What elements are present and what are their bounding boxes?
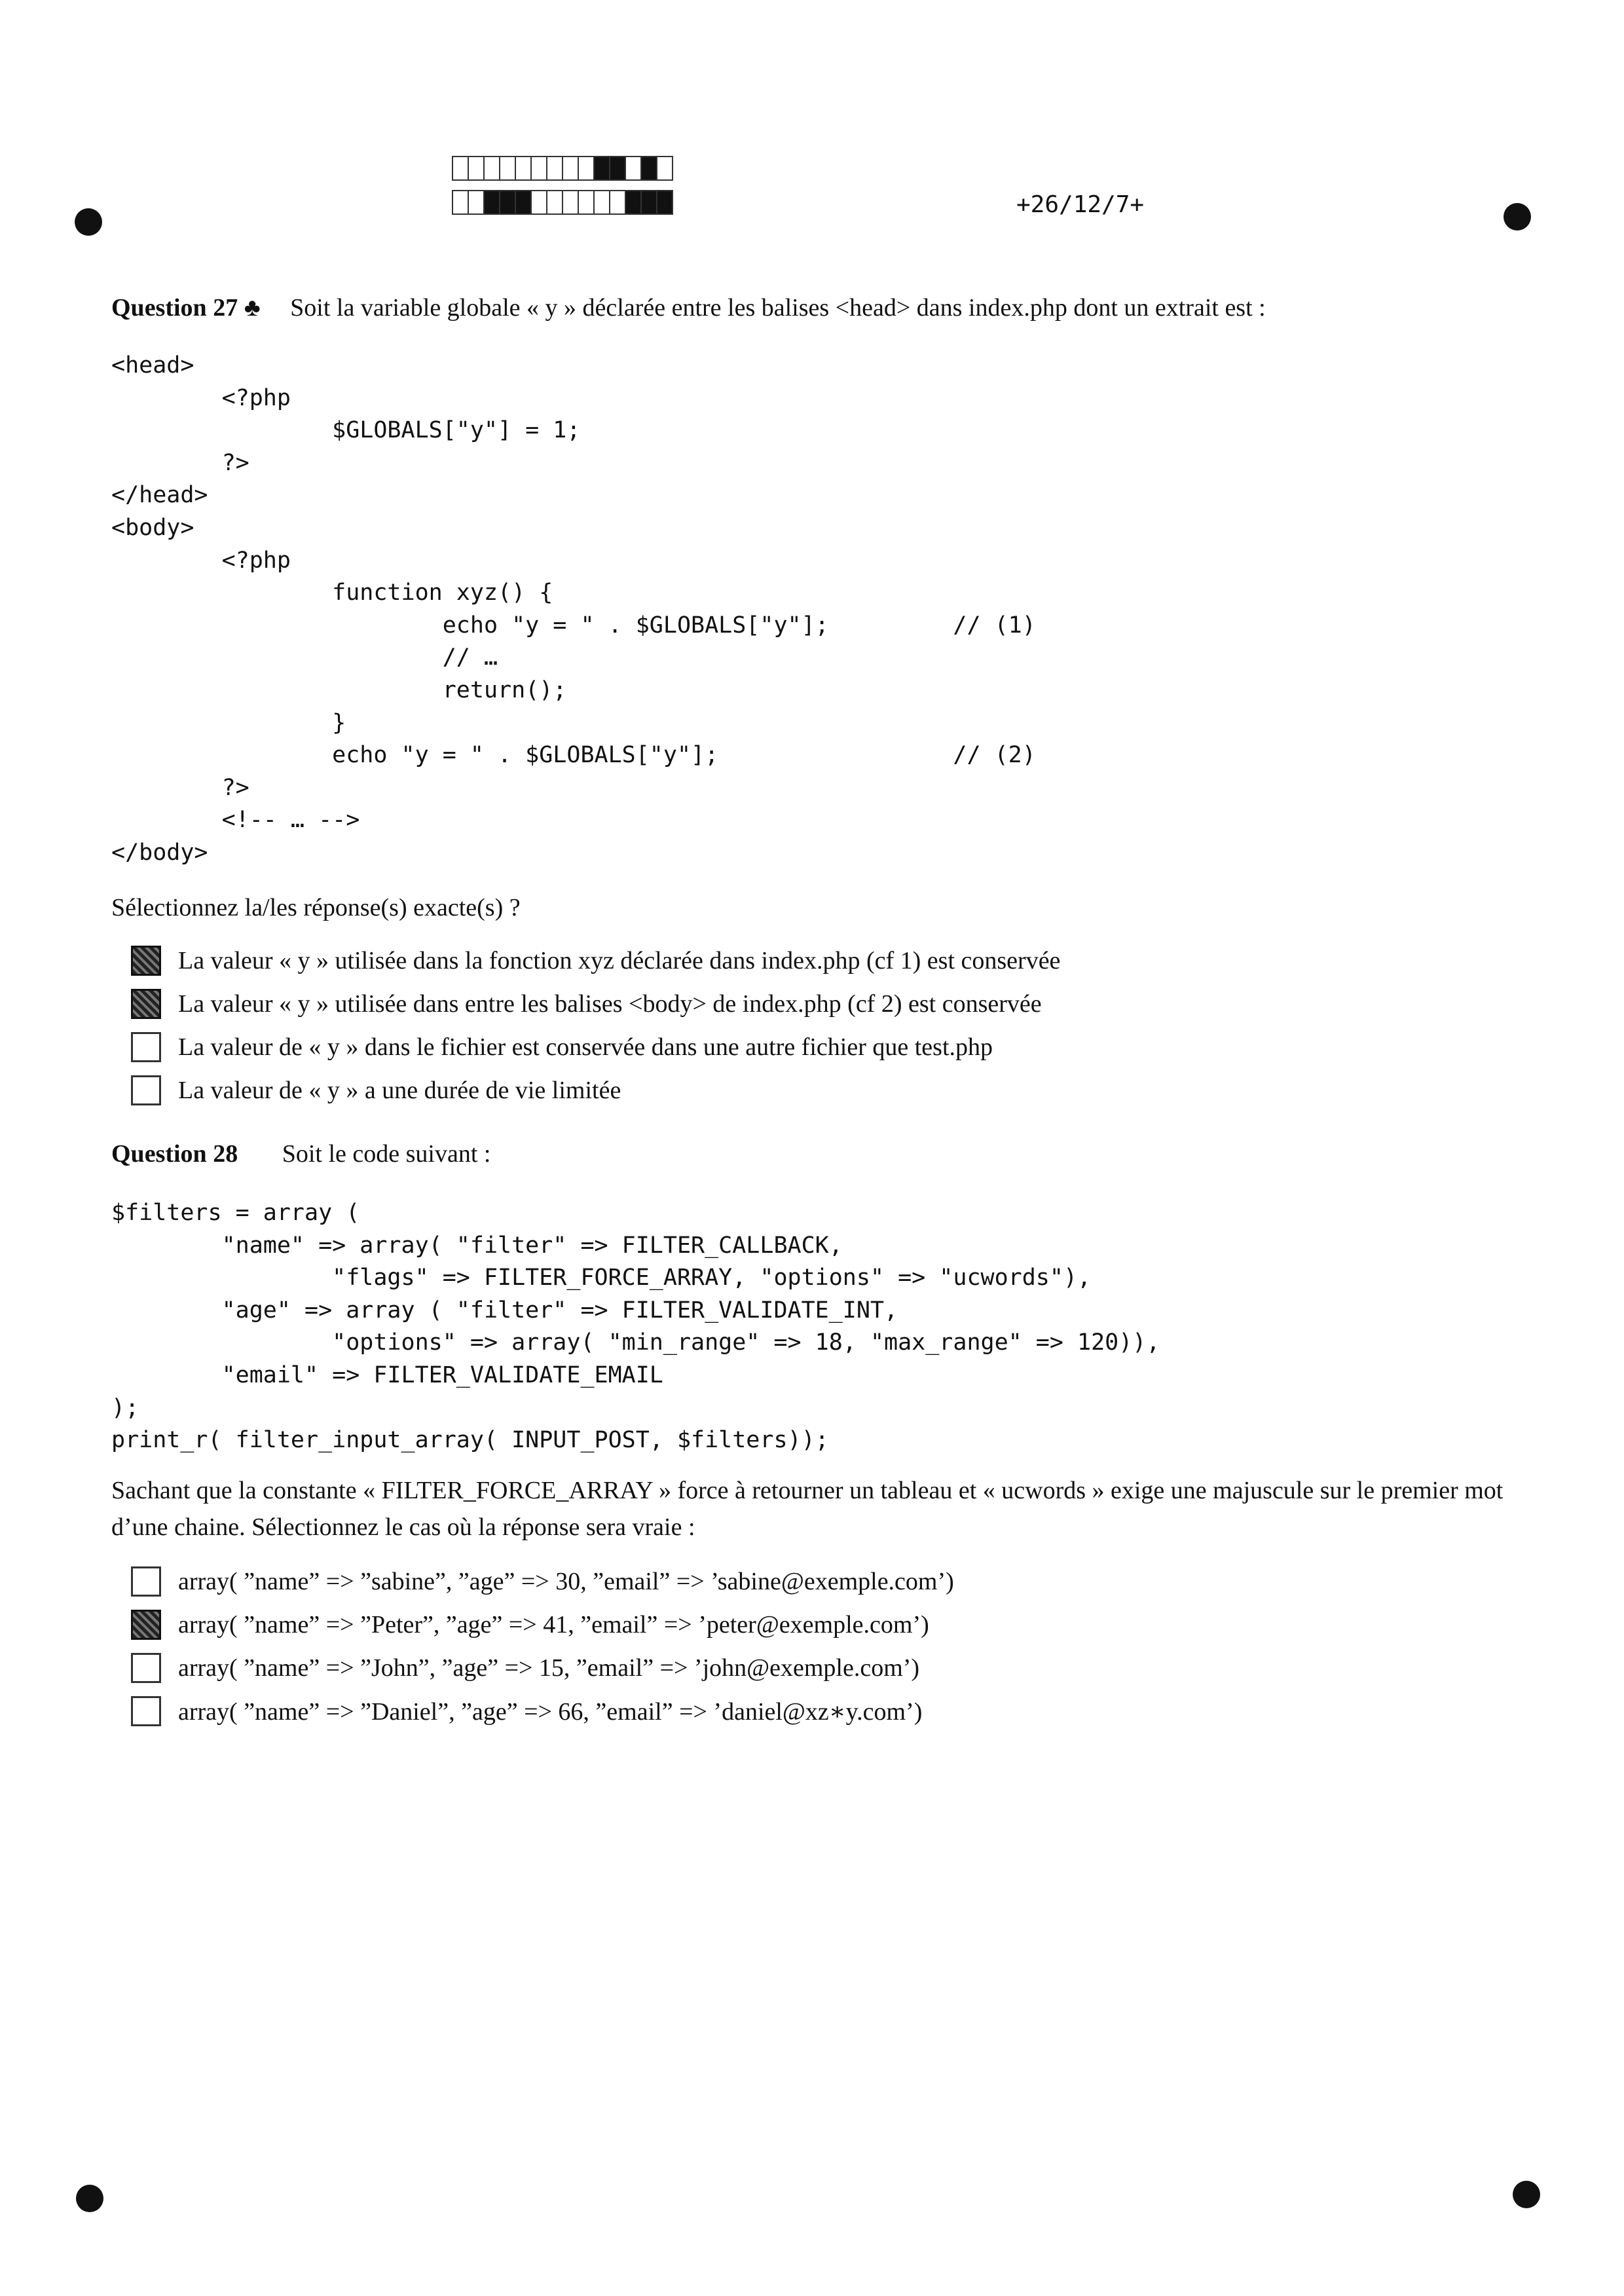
barcode-cell xyxy=(625,156,642,181)
answer-option[interactable] xyxy=(131,1690,954,1733)
answer-checkbox[interactable] xyxy=(131,1696,161,1726)
barcode-cell xyxy=(546,156,563,181)
barcode-cell xyxy=(593,156,610,181)
answer-checkbox[interactable] xyxy=(131,1032,161,1062)
barcode-cell xyxy=(530,156,547,181)
answer-option[interactable] xyxy=(131,1560,954,1603)
answer-label: La valeur de « y » dans le fichier est conservée dans une autre fichier que test.php xyxy=(178,1033,993,1061)
corner-mark-top-left xyxy=(75,208,102,236)
answer-option[interactable] xyxy=(131,982,1060,1026)
question-27-code: <head> <?php $GLOBALS["y"] = 1; ?> </head> <body> <?php function xyz() { echo "y = " . $GLOBALS["y"]; // (1) // … return(); } echo "y = " . $GLOBALS["y"]; // (2) ?> <!-- … --> </body> xyxy=(111,352,1036,866)
question-28-header xyxy=(111,1139,490,1168)
answer-label: array( ”name” => ”sabine”, ”age” => 30, ”email” => ’sabine@exemple.com’) xyxy=(178,1568,954,1595)
barcode-cell xyxy=(640,156,657,181)
question-28-code: $filters = array ( "name" => array( "filter" => FILTER_CALLBACK, "flags" => FILTER_FORCE_ARRAY, "options" => "ucwords"), "age" => array ( "filter" => FILTER_VALIDATE_INT, "options" => array( "min_range" => 18, "max_range" => 120)), "email" => FILTER_VALIDATE_EMAIL ); print_r( filter_input_array( INPUT_POST, $filters)); xyxy=(111,1200,1160,1454)
barcode-cell xyxy=(530,190,547,215)
answer-checkbox[interactable] xyxy=(131,1075,161,1105)
barcode-cell xyxy=(578,190,595,215)
barcode-row-2 xyxy=(452,190,672,215)
barcode-row-1 xyxy=(452,156,672,181)
barcode-cell xyxy=(625,190,642,215)
page-id: +26/12/7+ xyxy=(1016,191,1145,218)
barcode-cell xyxy=(546,190,563,215)
answer-option[interactable] xyxy=(131,939,1060,982)
barcode-cell xyxy=(452,156,469,181)
barcode-cell xyxy=(468,190,485,215)
answer-option[interactable] xyxy=(131,1026,1060,1069)
barcode-cell xyxy=(593,190,610,215)
answer-checkbox[interactable] xyxy=(131,989,161,1019)
question-28-prompt: Sachant que la constante « FILTER_FORCE_ARRAY » force à retourner un tableau et « ucwords » exige une majuscule sur le premier mot d’une chaine. Sélectionnez le cas où la réponse sera vraie : xyxy=(111,1477,1504,1541)
barcode-cell xyxy=(452,190,469,215)
barcode-cell xyxy=(562,190,579,215)
barcode-cell xyxy=(483,190,500,215)
question-28-title: Question 28 xyxy=(111,1140,238,1168)
barcode-cell xyxy=(640,190,657,215)
answer-checkbox[interactable] xyxy=(131,1566,161,1597)
barcode-cell xyxy=(578,156,595,181)
barcode-cell xyxy=(515,156,532,181)
answer-label: array( ”name” => ”John”, ”age” => 15, ”email” => ’john@exemple.com’) xyxy=(178,1654,920,1682)
barcode-cell xyxy=(656,156,673,181)
question-28-text: Soit le code suivant : xyxy=(282,1140,491,1168)
barcode-cell xyxy=(468,156,485,181)
question-28-answers xyxy=(131,1560,954,1733)
question-27-prompt: Sélectionnez la/les réponse(s) exacte(s) ? xyxy=(111,894,521,921)
barcode-cell xyxy=(483,156,500,181)
barcode-cell xyxy=(656,190,673,215)
answer-label: La valeur « y » utilisée dans entre les balises <body> de index.php (cf 2) est conservée xyxy=(178,990,1042,1018)
question-27-header xyxy=(111,293,1266,322)
barcode-cell xyxy=(499,156,516,181)
corner-mark-bottom-left xyxy=(76,2185,103,2212)
answer-option[interactable] xyxy=(131,1603,954,1646)
answer-label: array( ”name” => ”Peter”, ”age” => 41, ”email” => ’peter@exemple.com’) xyxy=(178,1611,929,1639)
corner-mark-bottom-right xyxy=(1513,2181,1540,2208)
answer-checkbox[interactable] xyxy=(131,946,161,976)
answer-label: La valeur « y » utilisée dans la fonction xyz déclarée dans index.php (cf 1) est conservée xyxy=(178,947,1061,974)
barcode-cell xyxy=(562,156,579,181)
answer-label: La valeur de « y » a une durée de vie limitée xyxy=(178,1077,621,1104)
question-27-title: Question 27 ♣ xyxy=(111,294,261,322)
answer-checkbox[interactable] xyxy=(131,1653,161,1683)
answer-option[interactable] xyxy=(131,1646,954,1690)
barcode-cell xyxy=(609,156,626,181)
question-27-text: Soit la variable globale « y » déclarée entre les balises <head> dans index.php dont un extrait est : xyxy=(290,294,1266,322)
barcode-cell xyxy=(499,190,516,215)
answer-checkbox[interactable] xyxy=(131,1610,161,1640)
barcode-cell xyxy=(609,190,626,215)
answer-label: array( ”name” => ”Daniel”, ”age” => 66, ”email” => ’daniel@xz∗y.com’) xyxy=(178,1697,923,1726)
answer-option[interactable] xyxy=(131,1069,1060,1112)
question-27-answers xyxy=(131,939,1060,1112)
corner-mark-top-right xyxy=(1504,203,1531,231)
barcode-cell xyxy=(515,190,532,215)
